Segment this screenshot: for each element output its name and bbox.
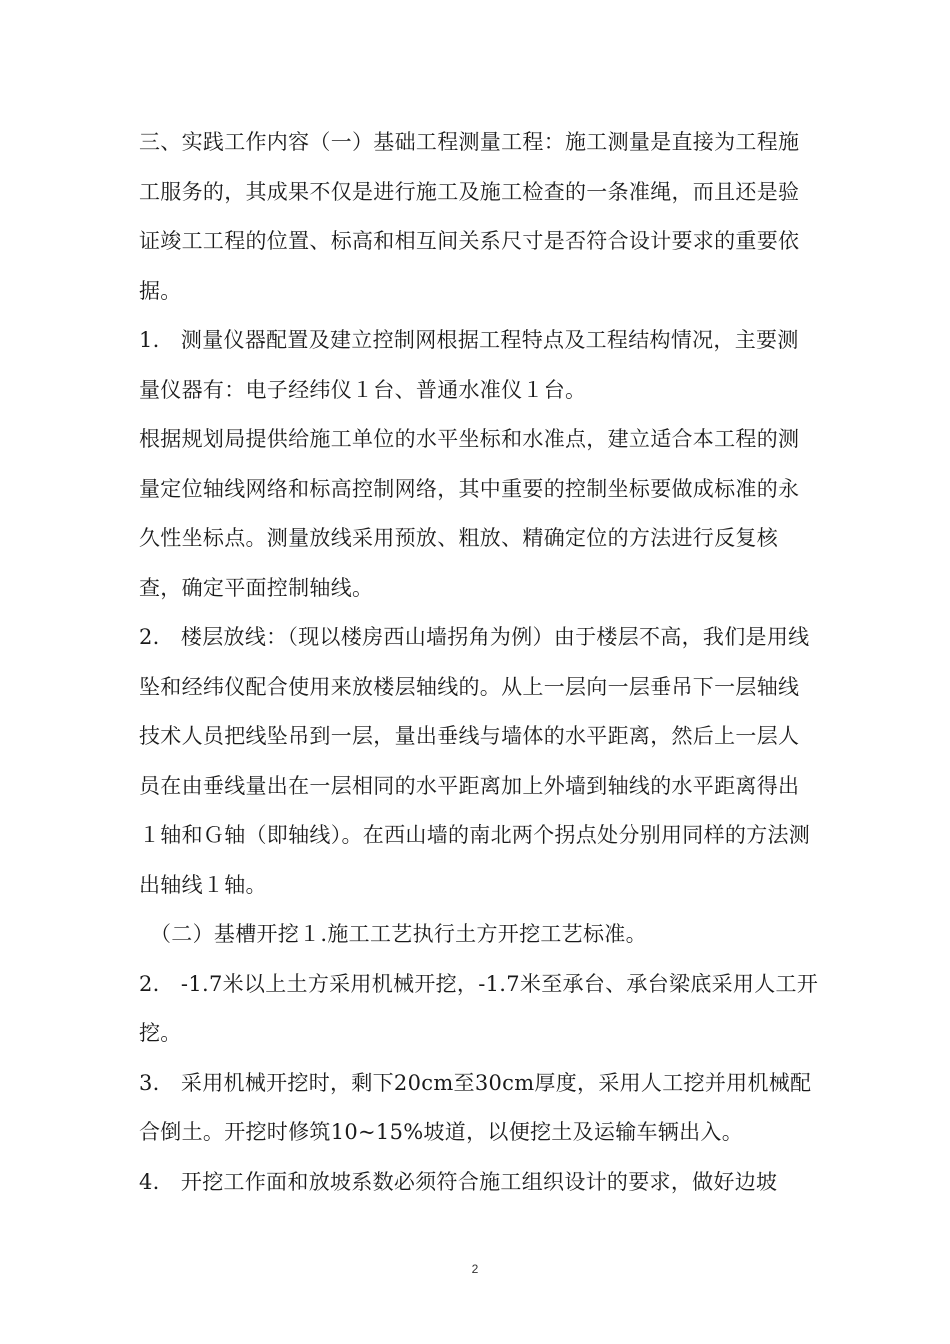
paragraph-floor-layout: 2. 楼层放线：（现以楼房西山墙拐角为例）由于楼层不高，我们是用线坠和经纬仪配合使用来放楼层轴线的。从上一层向一层垂吊下一层轴线技术人员把线坠吊到一层，量出垂线与墙体的水平距离，然后上一层人员在由垂线量出在一层相同的水平距离加上外墙到轴线的水平距离得出１轴和Ｇ轴（即轴线）。在西山墙的南北两个拐点处分别用同样的方法测出轴线１轴。 [139,625,811,897]
paragraph-trench-excavation: （二）基槽开挖１.施工工艺执行土方开挖工艺标准。 [150,922,647,946]
paragraph-machine-excavation: 3. 采用机械开挖时，剩下20cm至30cm厚度，采用人工挖并用机械配合倒土。开挖时修筑10~15%坡道，以便挖土及运输车辆出入。 [139,1070,812,1144]
document-body [139,118,819,1207]
paragraph-practice-content: 三、实践工作内容（一）基础工程测量工程：施工测量是直接为工程施工服务的，其成果不仅是进行施工及施工检查的一条准绳，而且还是验证竣工工程的位置、标高和相互间关系尺寸是否符合设计要求的重要依据。 [139,130,800,303]
page-number: 2 [471,1262,479,1276]
paragraph-control-network: 根据规划局提供给施工单位的水平坐标和水准点，建立适合本工程的测量定位轴线网络和标高控制网络，其中重要的控制坐标要做成标准的永久性坐标点。测量放线采用预放、粗放、精确定位的方法进行反复核查，确定平面控制轴线。 [139,427,800,600]
paragraph-instrument-config: 1. 测量仪器配置及建立控制网根据工程特点及工程结构情况，主要测量仪器有：电子经纬仪１台、普通水准仪１台。 [139,328,799,402]
paragraph-excavation-method: 2. -1.7米以上土方采用机械开挖，-1.7米至承台、承台梁底采用人工开挖。 [139,971,819,1045]
paragraph-work-surface: 4. 开挖工作面和放坡系数必须符合施工组织设计的要求，做好边坡 [139,1169,778,1194]
